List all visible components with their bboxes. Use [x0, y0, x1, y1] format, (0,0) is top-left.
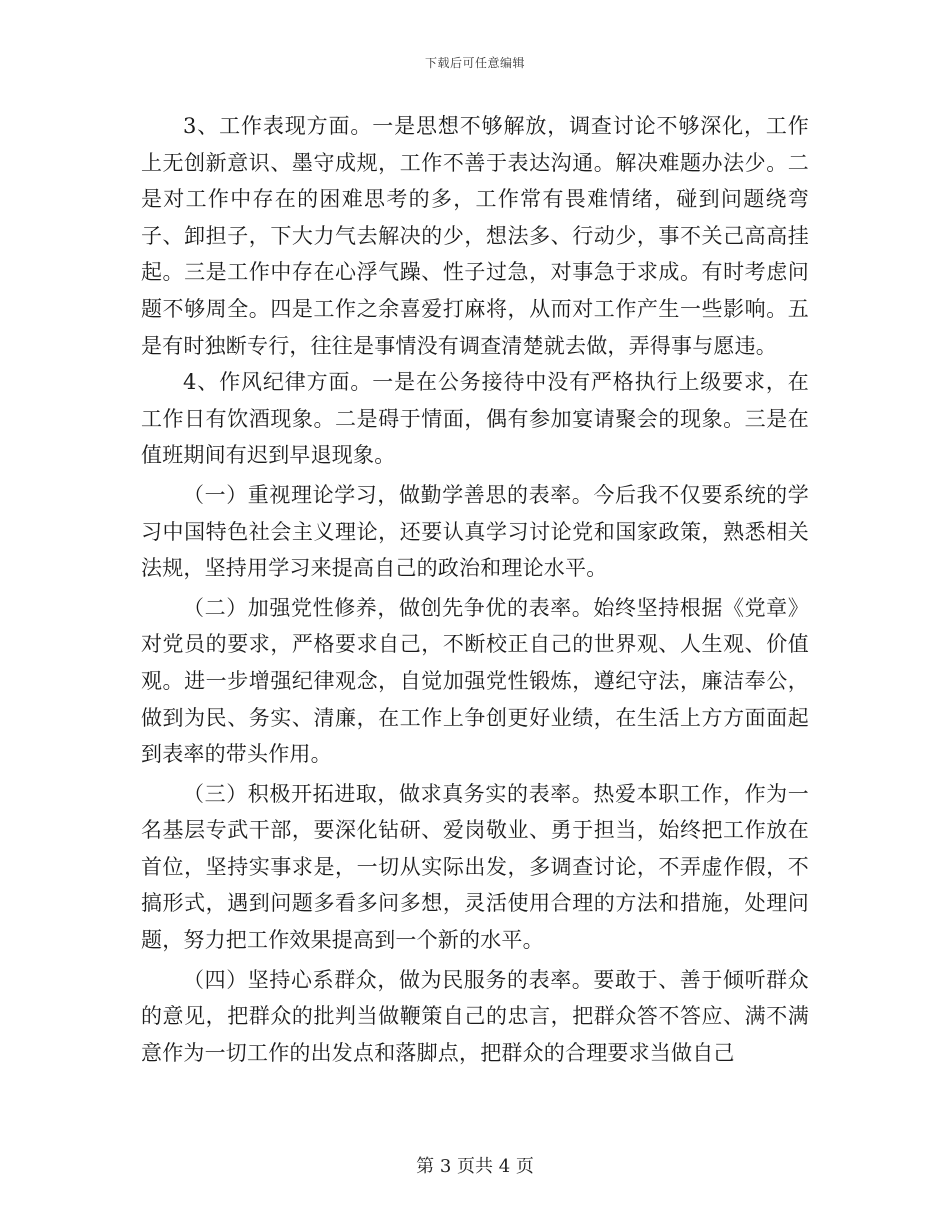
paragraph-serve-masses: （四）坚持心系群众，做为民服务的表率。要敢于、善于倾听群众的意见，把群众的批判当做鞭策自己的忠言，把群众答不答应、满不满意作为一切工作的出发点和落脚点，把群众的合理要求当做自己 [141, 967, 809, 1065]
paragraph-work-performance: 3、工作表现方面。一是思想不够解放，调查讨论不够深化，工作上无创新意识、墨守成规，工作不善于表达沟通。解决难题办法少。二是对工作中存在的困难思考的多，工作常有畏难情绪，碰到问题绕弯子、卸担子，下大力气去解决的少，想法多、行动少，事不关己高高挂起。三是工作中存在心浮气躁、性子过急，对事急于求成。有时考虑问题不够周全。四是工作之余喜爱打麻将，从而对工作产生一些影响。五是有时独断专行，往往是事情没有调查清楚就去做，弄得事与愿违。 [141, 114, 809, 358]
page-footer: 第 3 页共 4 页 [416, 1156, 534, 1177]
paragraph-pioneering: （三）积极开拓进取，做求真务实的表率。热爱本职工作，作为一名基层专武干部，要深化钻研、爱岗敬业、勇于担当，始终把工作放在首位，坚持实事求是，一切从实际出发，多调查讨论，不弄虚作假，不搞形式，遇到问题多看多问多想，灵活使用合理的方法和措施，处理问题，努力把工作效果提高到一个新的水平。 [141, 781, 809, 953]
paragraph-party-cultivation: （二）加强党性修养，做创先争优的表率。始终坚持根据《党章》对党员的要求，严格要求自己，不断校正自己的世界观、人生观、价值观。进一步增强纪律观念，自觉加强党性锻炼，遵纪守法，廉洁奉公，做到为民、务实、清廉，在工作上争创更好业绩，在生活上方方面面起到表率的带头作用。 [141, 595, 809, 767]
page-header: 下载后可任意编辑 [424, 56, 525, 70]
paragraph-theory-study: （一）重视理论学习，做勤学善思的表率。今后我不仅要系统的学习中国特色社会主义理论，还要认真学习讨论党和国家政策，熟悉相关法规，坚持用学习来提高自己的政治和理论水平。 [141, 482, 809, 581]
document-body [141, 108, 809, 1071]
paragraph-work-discipline: 4、作风纪律方面。一是在公务接待中没有严格执行上级要求，在工作日有饮酒现象。二是碍于情面，偶有参加宴请聚会的现象。三是在值班期间有迟到早退现象。 [141, 370, 809, 468]
